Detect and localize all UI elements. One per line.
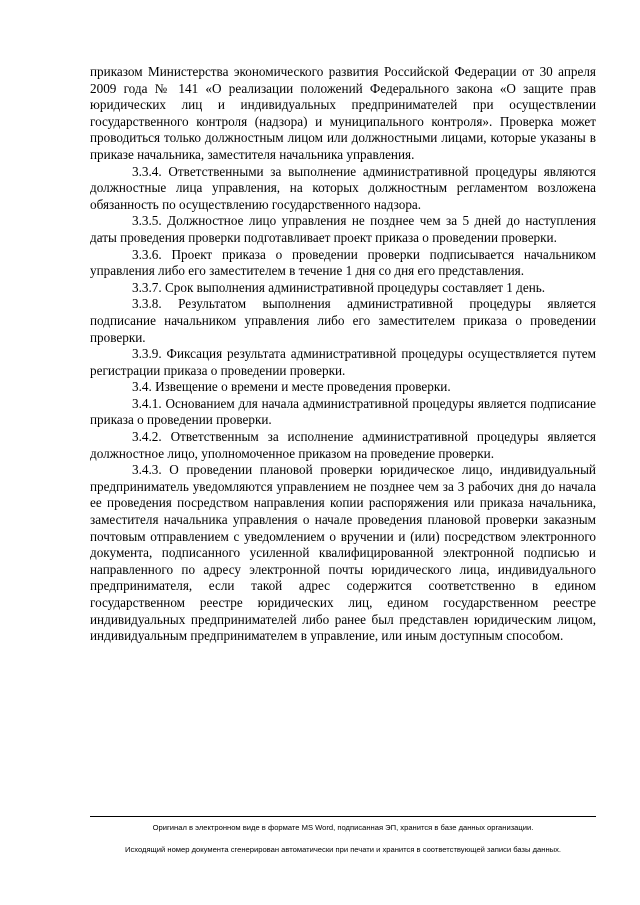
- paragraph-3-4-1: 3.4.1. Основанием для начала административной процедуры является подписание приказа о проведении проверки.: [90, 395, 596, 428]
- paragraph-3-3-7: 3.3.7. Срок выполнения административной процедуры составляет 1 день.: [132, 279, 546, 295]
- paragraph-continuation: приказом Министерства экономического развития Российской Федерации от 30 апреля 2009 года № 141 «О реализации положений Федерального закона «О защите прав юридических лиц и индивидуальных предпринимателей при осуществлении государственного контроля (надзора) и муниципального контроля». Проверка может проводиться только должностным лицом или должностными лицами, которые указаны в приказе начальника, заместителя начальника управления.: [90, 64, 596, 162]
- paragraph-3-3-9: 3.3.9. Фиксация результата административной процедуры осуществляется путем регистрации приказа о проведении проверки.: [90, 346, 596, 378]
- paragraph-3-4-2: 3.4.2. Ответственным за исполнение административной процедуры является должностное лицо, уполномоченное приказом на проведение проверки.: [90, 429, 596, 461]
- paragraph-3-3-4: 3.3.4. Ответственными за выполнение административной процедуры являются должностные лица управления, на которых должностным регламентом возложена обязанность по осуществлению государственного надзора.: [90, 163, 596, 212]
- footer-divider: [90, 816, 596, 817]
- footer-number-note: Исходящий номер документа сгенерирован автоматически при печати и хранится в соответствующей записи базы данных.: [124, 845, 561, 854]
- paragraph-3-4: 3.4. Извещение о времени и месте проведения проверки.: [132, 379, 451, 395]
- document-body: [90, 64, 596, 645]
- footer-original-note: Оригинал в электронном виде в формате MS Word, подписанная ЭП, хранится в базе данных организации.: [152, 823, 534, 832]
- paragraph-3-3-6: 3.3.6. Проект приказа о проведении проверки подписывается начальником управления либо его заместителем в течение 1 дня со дня его представления.: [90, 246, 596, 279]
- paragraph-3-3-5: 3.3.5. Должностное лицо управления не позднее чем за 5 дней до наступления даты проведения проверки подготавливает проект приказа о проведении проверки.: [90, 213, 596, 245]
- paragraph-3-4-3: 3.4.3. О проведении плановой проверки юридическое лицо, индивидуальный предприниматель уведомляются управлением не позднее чем за 3 рабочих дня до начала ее проведения посредством направления копии распоряжения или приказа начальника, заместителя начальника управления о начале проведения плановой проверки заказным почтовым отправлением с уведомлением о вручении и (или) посредством электронного документа, подписанного усиленной квалифицированной электронной подписью и направленного по адресу электронной почты юридического лица, индивидуального предпринимателя, если такой адрес содержится соответственно в едином государственном реестре юридических лиц, едином государственном реестре индивидуальных предпринимателей либо ранее был представлен юридическим лицом, индивидуальным предпринимателем в управление, или иным доступным способом.: [90, 462, 596, 644]
- paragraph-3-3-8: 3.3.8. Результатом выполнения административной процедуры является подписание начальником управления либо его заместителем приказа о проведении проверки.: [90, 296, 596, 345]
